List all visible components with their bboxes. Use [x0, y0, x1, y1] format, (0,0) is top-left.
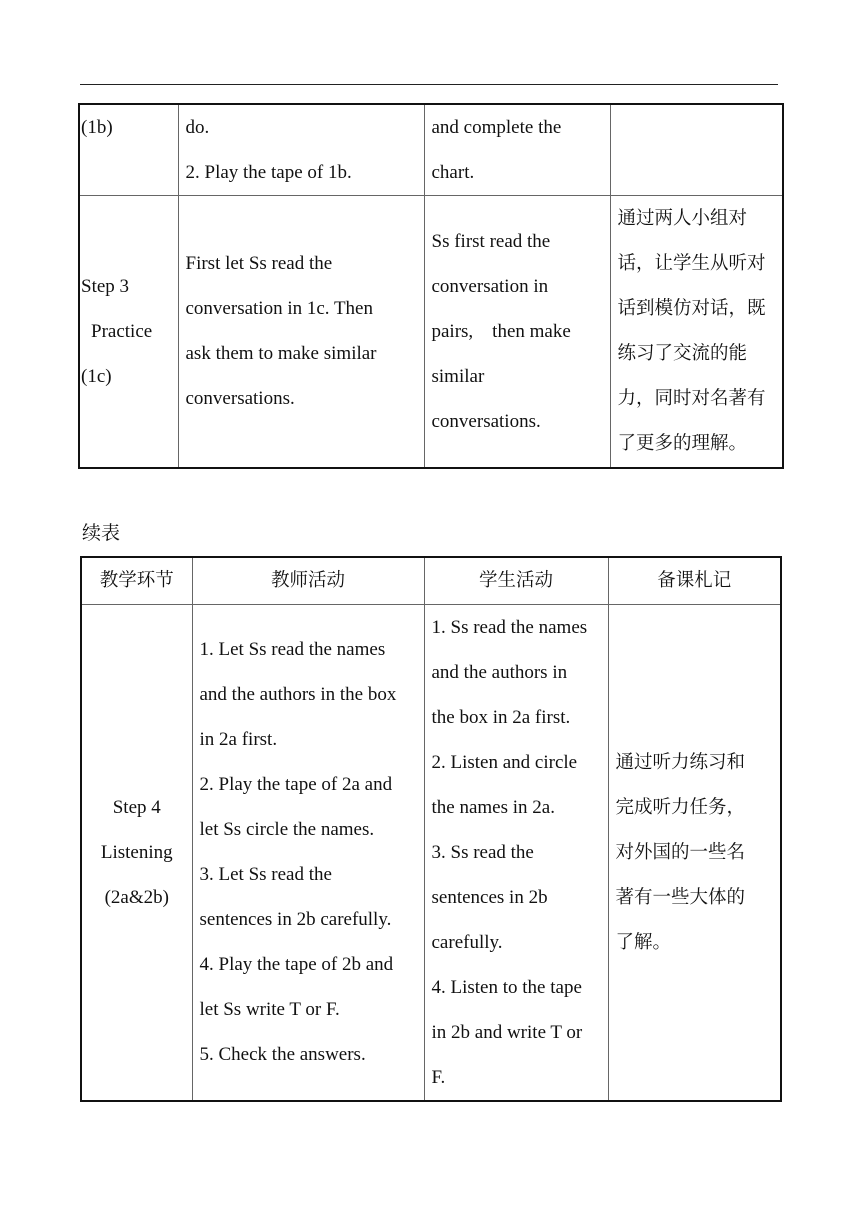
- notes-line: 完成听力任务，: [615, 796, 746, 818]
- header-teacher-activity: 教师活动: [192, 557, 424, 604]
- teacher-activity-line: 3. Let Ss read the: [199, 864, 332, 885]
- notes-line: 了解。: [615, 931, 672, 953]
- student-activity-line: and the authors in: [431, 661, 568, 683]
- teacher-activity-line: 5. Check the answers.: [199, 1044, 366, 1065]
- notes-cell: [608, 604, 781, 1101]
- header-stage: 教学环节: [81, 557, 192, 604]
- table-row: [81, 604, 781, 1101]
- student-activity-line: carefully.: [431, 931, 503, 953]
- teacher-activity-line: ask them to make similar: [185, 343, 377, 365]
- stage-text: Practice: [91, 320, 153, 342]
- student-activity-line: the box in 2a first.: [431, 706, 571, 728]
- notes-line: 练习了交流的能: [617, 343, 748, 365]
- student-activity-cell: [424, 604, 608, 1101]
- stage-text: Step 4: [112, 796, 161, 818]
- student-activity-line: the names in 2a.: [431, 796, 555, 818]
- student-activity-line: conversation in: [431, 275, 549, 297]
- stage-cell: [81, 604, 192, 1101]
- student-activity-line: chart.: [431, 162, 475, 183]
- notes-line: 了更多的理解。: [617, 433, 748, 455]
- stage-cell: [79, 104, 178, 196]
- stage-text: (1b): [81, 117, 113, 138]
- teacher-activity-line: let Ss write T or F.: [199, 999, 340, 1020]
- notes-line: 力，同时对名著有: [617, 388, 766, 410]
- notes-line: 话，让学生从听对: [617, 253, 766, 275]
- table-row: [79, 104, 783, 196]
- student-activity-line: 3. Ss read the: [431, 841, 534, 863]
- teacher-activity-line: 4. Play the tape of 2b and: [199, 954, 394, 975]
- student-activity-line: and complete the: [431, 117, 562, 138]
- teacher-activity-cell: [178, 196, 424, 468]
- teacher-activity-line: in 2a first.: [199, 729, 278, 750]
- notes-line: 通过两人小组对: [617, 208, 748, 230]
- notes-line: 话到模仿对话，既: [617, 298, 766, 320]
- notes-cell: [610, 196, 783, 468]
- stage-text: Step 3: [81, 275, 130, 297]
- teacher-activity-cell: [192, 604, 424, 1101]
- student-activity-line: in 2b and write T or: [431, 1021, 583, 1043]
- teacher-activity-line: sentences in 2b carefully.: [199, 909, 392, 930]
- teacher-activity-line: 1. Let Ss read the names: [199, 639, 386, 660]
- student-activity-line: similar: [431, 365, 485, 387]
- table-header-row: [81, 557, 781, 604]
- teacher-activity-line: First let Ss read the: [185, 253, 333, 275]
- student-activity-line: 4. Listen to the tape: [431, 976, 582, 998]
- notes-line: 通过听力练习和: [615, 751, 746, 773]
- notes-line: 对外国的一些名: [615, 841, 746, 863]
- student-activity-line: F.: [431, 1066, 446, 1088]
- notes-line: 著有一些大体的: [615, 886, 746, 908]
- stage-cell: [79, 196, 178, 468]
- teacher-activity-line: conversations.: [185, 388, 295, 410]
- teacher-activity-cell: [178, 104, 424, 196]
- teacher-activity-line: 2. Play the tape of 1b.: [185, 162, 352, 183]
- stage-text: Listening: [100, 841, 173, 863]
- continued-label: 续表: [82, 522, 121, 544]
- student-activity-line: conversations.: [431, 410, 541, 432]
- header-rule: [80, 84, 778, 85]
- student-activity-line: sentences in 2b: [431, 886, 548, 908]
- student-activity-cell: [424, 196, 610, 468]
- teacher-activity-line: do.: [185, 117, 210, 138]
- header-student-activity: 学生活动: [424, 557, 608, 604]
- lesson-table-continued: [78, 103, 784, 469]
- lesson-table: [80, 556, 782, 1102]
- header-notes: 备课札记: [608, 557, 781, 604]
- student-activity-cell: [424, 104, 610, 196]
- notes-cell: [610, 104, 783, 196]
- stage-text: (2a&2b): [104, 886, 169, 908]
- stage-text: (1c): [81, 365, 112, 387]
- student-activity-line: 2. Listen and circle: [431, 751, 578, 773]
- student-activity-line: pairs, then make: [431, 320, 571, 342]
- student-activity-line: Ss first read the: [431, 230, 551, 252]
- student-activity-line: 1. Ss read the names: [431, 616, 588, 638]
- teacher-activity-line: conversation in 1c. Then: [185, 298, 373, 320]
- teacher-activity-line: 2. Play the tape of 2a and: [199, 774, 393, 795]
- table-row: [79, 196, 783, 468]
- teacher-activity-line: let Ss circle the names.: [199, 819, 375, 840]
- teacher-activity-line: and the authors in the box: [199, 684, 397, 705]
